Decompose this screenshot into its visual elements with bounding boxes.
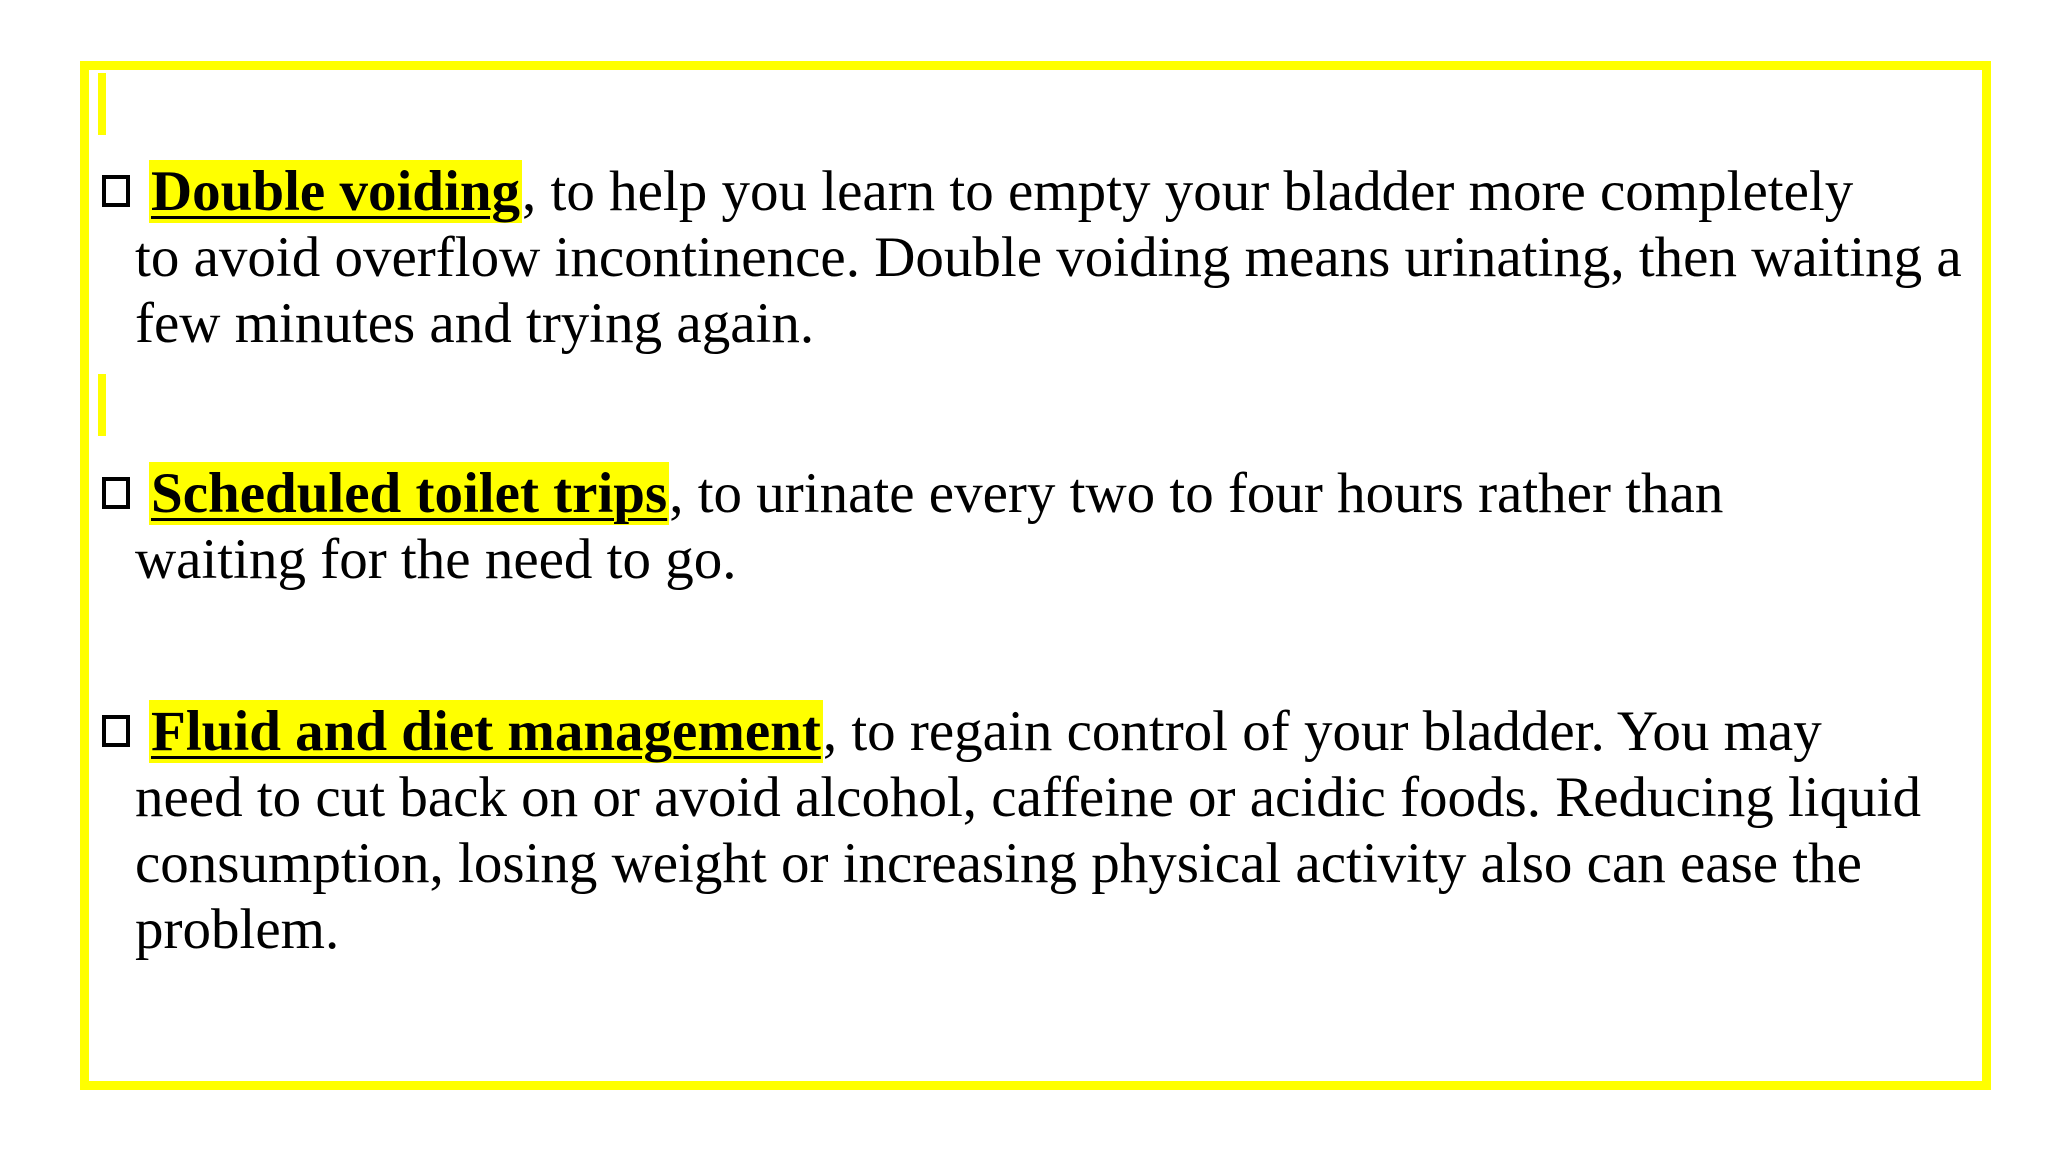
item-first-line-text: , to urinate every two to four hours rather than bbox=[669, 462, 1724, 525]
list-item-double-voiding bbox=[102, 159, 1982, 357]
item-term: Scheduled toilet trips bbox=[151, 462, 668, 525]
list-item-scheduled-toilet-trips bbox=[102, 461, 1982, 593]
item-first-line-text: , to regain control of your bladder. You may bbox=[822, 700, 1822, 763]
item-term: Fluid and diet management bbox=[151, 700, 821, 763]
item-body-text: need to cut back on or avoid alcohol, caffeine or acidic foods. Reducing liquid consumption, losing weight or increasing physical activity also can ease the problem. bbox=[135, 766, 1921, 961]
hollow-square-bullet-icon bbox=[102, 477, 130, 509]
item-body-text: waiting for the need to go. bbox=[135, 528, 737, 591]
hollow-square-bullet-icon bbox=[102, 175, 130, 207]
list-item-fluid-and-diet-management bbox=[102, 699, 1982, 963]
item-body-text: to avoid overflow incontinence. Double voiding means urinating, then waiting a few minutes and trying again. bbox=[135, 226, 1962, 355]
item-first-line bbox=[102, 461, 1982, 527]
hollow-square-bullet-icon bbox=[102, 715, 130, 747]
item-first-line-text: , to help you learn to empty your bladder more completely bbox=[522, 160, 1854, 223]
item-first-line bbox=[102, 159, 1982, 225]
highlight-marker bbox=[98, 374, 106, 436]
highlight-marker bbox=[98, 73, 106, 135]
item-first-line bbox=[102, 699, 1982, 765]
item-term: Double voiding bbox=[151, 160, 521, 223]
